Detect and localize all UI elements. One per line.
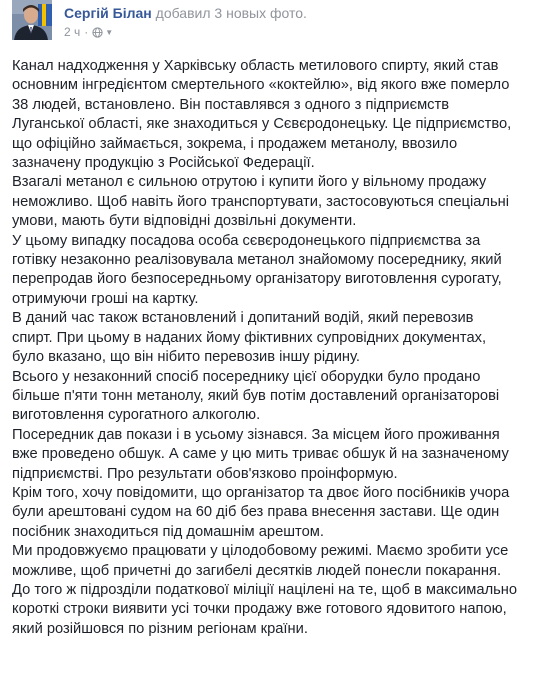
post-paragraph: Взагалі метанол є сильною отрутою і купити його у вільному продажу неможливо. Щоб навіть його транспортувати, застосовуються спеціальні умови, мають бути відповідні дозвільні документи. <box>12 174 509 230</box>
avatar[interactable] <box>12 0 52 40</box>
post-meta <box>64 25 113 41</box>
post-paragraph: У цьому випадку посадова особа сєвєродонецького підприємства за готівку незаконно реалізовувала метанол знайомому посереднику, який перепродав його безпосередньому організатору виготовлення сурогату, отримуючи гроші на картку. <box>12 232 502 307</box>
post-timestamp[interactable]: 2 ч <box>64 25 81 39</box>
meta-separator: · <box>84 25 89 39</box>
post-header <box>12 0 552 46</box>
post-text <box>12 57 550 639</box>
post-paragraph: Посередник дав покази і в усьому зізнався. За місцем його проживання вже проведено обшук. А саме у цю мить триває обшук й на зазначеному підприємстві. Про результати обов'язково проінформую. <box>12 426 509 482</box>
post-paragraph: Крім того, хочу повідомити, що організатор та двоє його посібників учора були арештовані судом на 60 діб без права внесення застави. Ще один посібник знаходиться під домашнім арештом. <box>12 484 510 540</box>
globe-icon[interactable] <box>92 27 103 41</box>
post-action-text: добавил 3 новых фото. <box>155 5 307 21</box>
author-line <box>64 4 307 22</box>
post-paragraph: В даний час також встановлений і допитаний водій, який перевозив спирт. При цьому в наданих йому фіктивних супровідних документах, було вказано, що він нібито перевозив іншу рідину. <box>12 310 487 366</box>
post-paragraph: Всього у незаконний спосіб посереднику цієї оборудки було продано більше п'яти тонн метанолу, який був потім доставлений організаторові виготовлення сурогатного алкоголю. <box>12 368 500 424</box>
post-paragraph: До того ж підрозділи податкової міліції націлені на те, щоб в максимально короткі строки виявити усі точки продажу вже готового ядовитого напою, який розійшовся по різним регіонам країни. <box>12 581 518 637</box>
chevron-down-icon[interactable]: ▼ <box>105 28 114 37</box>
post-paragraph: Ми продовжуємо працювати у цілодобовому режимі. Маємо зробити усе можливе, щоб причетні до загибелі десятків людей понесли покарання. <box>12 543 509 579</box>
post-paragraph: Канал надходження у Харківську область метилового спирту, який став основним інгредієнтом смертельного «коктейлю», від якого вже померло 38 людей, встановлено. Він поставлявся з одного з підприємств Луганської області, яке знаходиться у Сєвєродонецьку. Це підприємство, що офіційно займається, зокрема, і продажем метанолу, ввозило зазначену продукцію з Російської Федерації. <box>12 58 512 172</box>
author-name-link[interactable]: Сергій Білан <box>64 5 152 21</box>
